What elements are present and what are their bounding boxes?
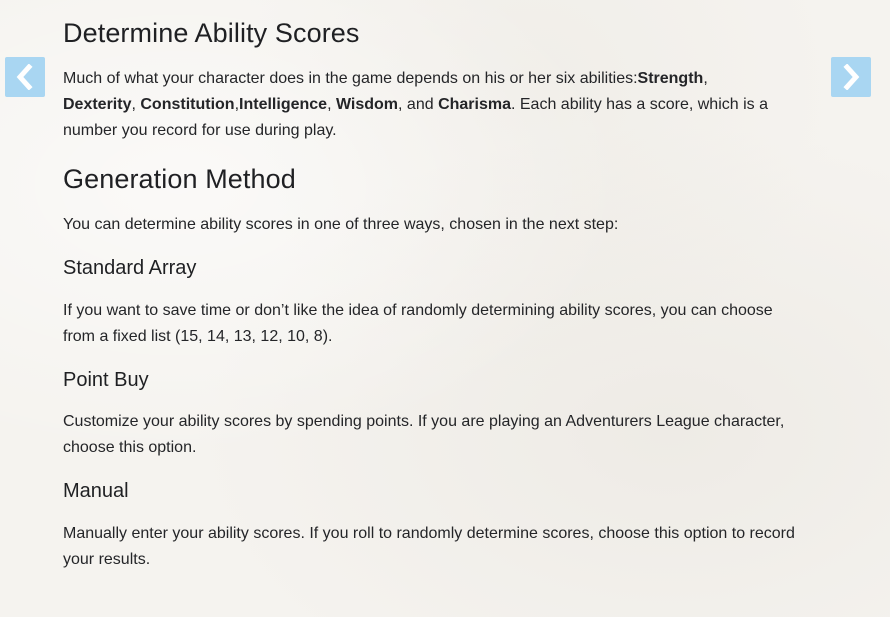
next-button[interactable] — [831, 57, 871, 97]
ability-intelligence: Intelligence — [239, 96, 328, 113]
method-title-manual: Manual — [63, 480, 129, 502]
intro-text-start: Much of what your character does in the game depends on his or her six abilities: — [63, 70, 638, 87]
method-description-manual: Manually enter your ability scores. If you roll to randomly determine scores, choose this option to record your results. — [63, 525, 795, 568]
method-description-standard-array: If you want to save time or don’t like the idea of randomly determining ability scores, you can choose from a fixed list (15, 14, 13, 12, 10, 8). — [63, 302, 773, 345]
ability-charisma: Charisma — [438, 96, 511, 113]
ability-strength: Strength — [637, 70, 704, 87]
section-title-generation-method: Generation Method — [63, 164, 296, 194]
method-title-standard-array: Standard Array — [63, 257, 197, 279]
ability-constitution: Constitution — [140, 96, 235, 113]
chevron-right-icon — [840, 64, 862, 90]
chevron-left-icon — [14, 64, 36, 90]
method-description-point-buy: Customize your ability scores by spending points. If you are playing an Adventurers League character, choose this option. — [63, 413, 785, 456]
previous-button[interactable] — [5, 57, 45, 97]
intro-text-end: . Each ability has a score, which is a number you record for use during play. — [63, 96, 768, 139]
generation-method-description: You can determine ability scores in one of three ways, chosen in the next step: — [63, 216, 619, 233]
section-title-ability-scores: Determine Ability Scores — [63, 18, 360, 48]
ability-scores-intro: Much of what your character does in the game depends on his or her six abilities:Strength, Dexterity, Constitution,Intelligence, Wisdom, and Charisma. Each ability has a score, which is a number you record for use during play. — [63, 70, 768, 139]
method-title-point-buy: Point Buy — [63, 369, 149, 391]
ability-wisdom: Wisdom — [335, 96, 399, 113]
ability-dexterity: Dexterity — [63, 96, 132, 113]
